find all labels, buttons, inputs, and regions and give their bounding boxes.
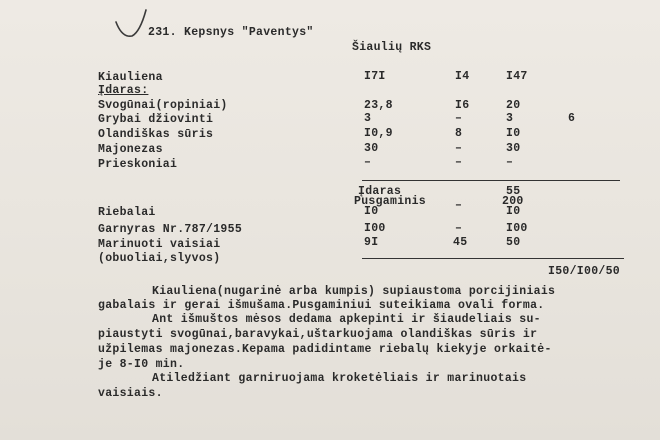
text-line: Kiauliena(nugarinė arba kumpis) supiaustoma porcijiniais [152,285,556,298]
subtotal-semi-value: 200 [502,195,524,208]
row-c1: – [364,156,372,169]
row-c3: I47 [506,70,528,83]
row-name: Olandiškas sūris [98,128,214,141]
recipe-source: Šiaulių RKS [352,41,432,54]
row-c2: – [455,142,463,155]
row-c3: I00 [506,222,528,235]
text-line: piaustyti svogūnai,baravykai,uštarkuojama olandiškas sūris ir [98,328,538,341]
row-c2: 8 [455,127,463,140]
row-name: Marinuoti vaisiai [98,238,221,251]
row-c3: I0 [506,205,521,218]
row-c1: 30 [364,142,379,155]
row-c3: 20 [506,99,521,112]
row-c1: I7I [364,70,386,83]
text-line: gabalais ir gerai išmušama.Pusgaminiui suteikiama ovali forma. [98,299,545,312]
row-name: Majonezas [98,143,163,156]
row-c2: I6 [455,99,470,112]
row-c3: I0 [506,127,521,140]
recipe-title: 231. Kepsnys "Paventys" [148,26,314,39]
row-name: Grybai džiovinti [98,113,214,126]
yield-value: I50/I00/50 [548,265,621,278]
subtotal-semi-dash: – [455,199,463,212]
row-c1: 23,8 [364,99,393,112]
text-line: je 8-I0 min. [98,358,185,371]
subtotal-filling-label: Įdaras [358,185,402,198]
row-c3: – [506,156,514,169]
row-name: Prieskoniai [98,158,178,171]
row-c1: I0,9 [364,127,393,140]
table-rule [362,180,620,181]
row-c2: – [455,156,463,169]
subtotal-filling-value: 55 [506,185,521,198]
row-c2: I4 [455,70,470,83]
row-c1: I0 [364,205,379,218]
text-line: Ant išmuštos mėsos dedama apkepinti ir šiaudeliais su- [152,313,541,326]
pen-check-mark [112,8,152,42]
row-name: Riebalai [98,206,156,219]
row-c3: 30 [506,142,521,155]
text-line: užpilemas majonezas.Kepama padidintame riebalų kiekyje orkaitė- [98,343,552,356]
row-c2: – [455,112,463,125]
text-line: vaisiais. [98,387,163,400]
row-c4: 6 [568,112,576,125]
row-c2: – [455,222,463,235]
row-c1: I00 [364,222,386,235]
row-c1: 9I [364,236,379,249]
row-c2: 45 [453,236,468,249]
row-name: (obuoliai,slyvos) [98,252,221,265]
text-line: Atiledžiant garniruojama kroketėliais ir marinuotais [152,372,527,385]
yield-rule [362,258,624,259]
subtotal-semi-label: Pusgaminis [354,195,427,208]
row-c3: 50 [506,236,521,249]
row-c3: 3 [506,112,514,125]
row-c1: 3 [364,112,372,125]
row-name: Kiauliena [98,71,163,84]
row-name: Garnyras Nr.787/1955 [98,223,243,236]
row-name-filling: Įdaras: [98,84,149,97]
row-name: Svogūnai(ropiniai) [98,99,228,112]
